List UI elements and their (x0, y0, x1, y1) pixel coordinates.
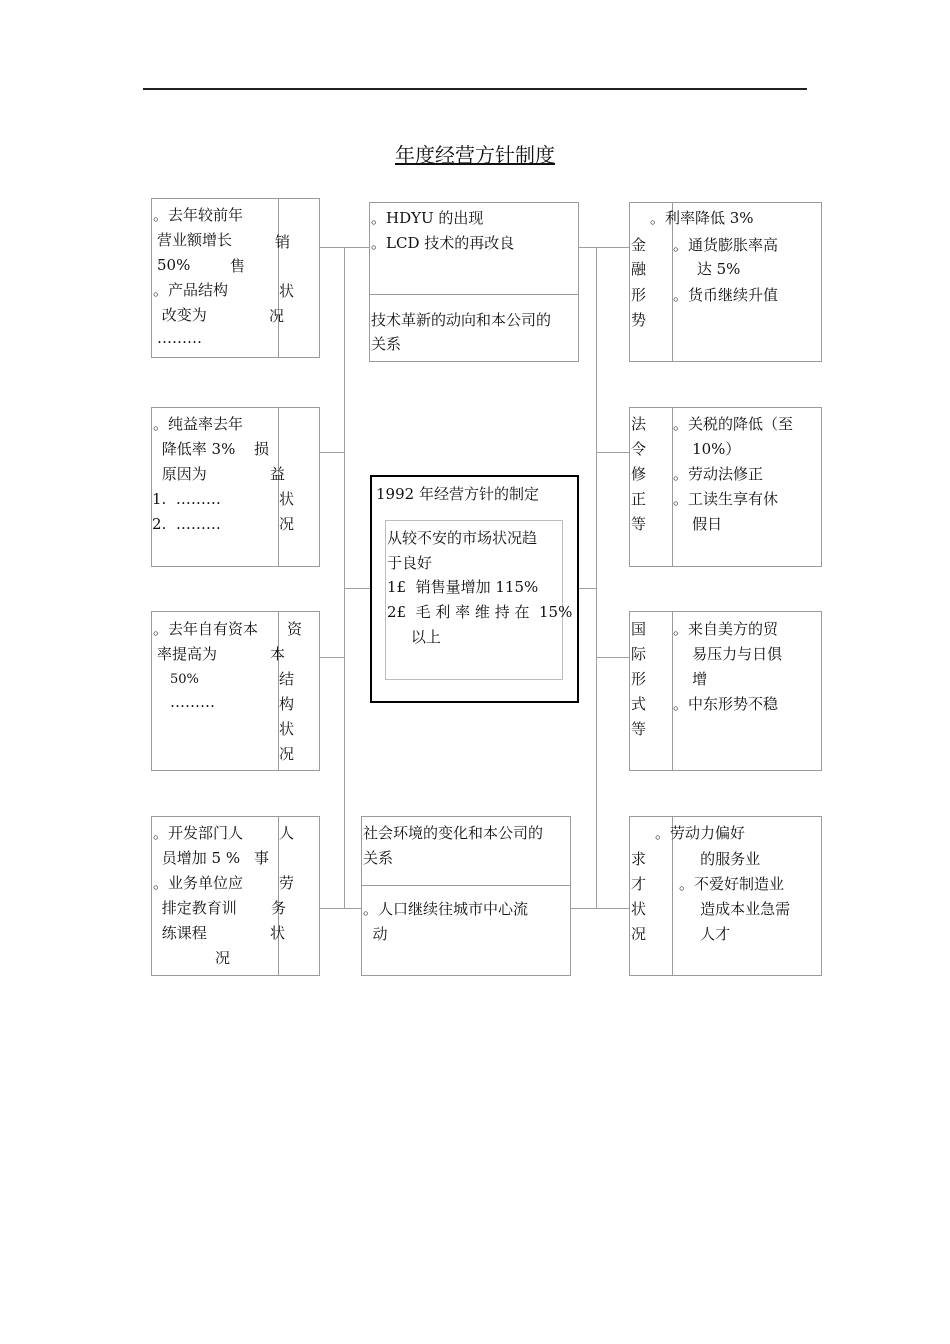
right-box-international-label: 等 (631, 720, 647, 738)
left-box-profit-line: 降低率 3% (157, 440, 236, 458)
left-box-personnel-label: 人 (279, 824, 295, 842)
right-box-law-line: 。关税的降低（至 (673, 415, 794, 433)
top-middle-item: 。LCD 技术的再改良 (371, 234, 515, 252)
page-title: 年度经营方针制度 (395, 143, 555, 167)
right-box-recruitment-line: 。劳动力偏好 (655, 824, 746, 842)
left-box-capital-label: 资 (287, 620, 303, 638)
left-box-profit-line: 1. ……… (152, 490, 221, 508)
left-box-sales-line: ……… (157, 329, 202, 347)
right-box-law-line: 。工读生享有休 (673, 490, 779, 508)
connector-right-trunk (596, 247, 597, 909)
right-box-recruitment-label: 状 (631, 900, 647, 918)
left-box-sales-label: 售 (230, 257, 246, 275)
left-box-personnel-label: 况 (215, 949, 231, 967)
bottom-middle-caption: 社会环境的变化和本公司的 (363, 824, 544, 842)
left-box-personnel-label: 状 (270, 924, 286, 942)
connector-right-4 (570, 908, 630, 909)
right-box-recruitment-line: 人才 (681, 925, 731, 943)
left-box-personnel-label: 务 (271, 899, 287, 917)
connector-right-1 (579, 247, 630, 248)
right-box-recruitment-label: 求 (631, 850, 647, 868)
right-box-finance-line: 。货币继续升值 (673, 286, 779, 304)
right-box-international-label: 形 (631, 670, 647, 688)
right-box-law-line: 10%） (673, 440, 741, 458)
left-box-sales-line: 。去年较前年 (153, 206, 244, 224)
center-line: 于良好 (387, 554, 433, 572)
left-box-personnel-line: 员增加 5 % (157, 849, 241, 867)
bottom-middle-caption: 关系 (363, 849, 394, 867)
left-box-sales-line: 50% (157, 256, 191, 274)
left-box-profit-label: 况 (279, 515, 295, 533)
connector-left-1 (319, 247, 370, 248)
right-box-finance-label: 形 (631, 286, 647, 304)
left-box-sales-label: 状 (279, 282, 295, 300)
center-line: 从较不安的市场状况趋 (387, 529, 538, 547)
right-box-law-label: 等 (631, 515, 647, 533)
connector-right-center (578, 588, 597, 589)
right-box-international-label: 式 (631, 695, 647, 713)
left-box-sales-line: 。产品结构 (153, 281, 229, 299)
right-box-international-label: 际 (631, 645, 647, 663)
left-box-capital-label: 本 (270, 645, 286, 663)
connector-left-4 (319, 908, 362, 909)
caption-divider (362, 885, 570, 886)
connector-left-trunk (344, 247, 345, 909)
connector-right-2 (596, 452, 630, 453)
left-box-capital-label: 构 (279, 695, 295, 713)
right-box-international-label: 国 (631, 620, 647, 638)
right-box-finance-line: 。利率降低 3% (650, 209, 754, 227)
right-box-finance-label: 势 (631, 311, 647, 329)
label-divider (278, 199, 279, 357)
bottom-middle-item: 动 (363, 925, 388, 943)
right-box-law-label: 修 (631, 465, 647, 483)
right-box-finance-line: 达 5% (673, 260, 741, 278)
top-middle-item: 。HDYU 的出现 (371, 209, 484, 227)
right-box-recruitment-line: 造成本业急需 (681, 900, 791, 918)
right-box-finance-line: 。通货膨胀率高 (673, 236, 779, 254)
connector-right-3 (596, 657, 630, 658)
right-box-recruitment-label: 才 (631, 875, 647, 893)
left-box-profit-line: 原因为 (157, 465, 207, 483)
connector-left-2 (319, 452, 345, 453)
right-box-international-line: 易压力与日俱 (673, 645, 783, 663)
left-box-personnel-line: 练课程 (157, 924, 207, 942)
center-line: 1£ 销售量增加 115% (387, 578, 539, 596)
left-box-profit-label: 损 (254, 440, 270, 458)
left-box-sales-line: 改变为 (157, 306, 207, 324)
left-box-capital-line: 率提高为 (157, 645, 218, 663)
left-box-sales-line: 营业额增长 (157, 231, 233, 249)
left-box-profit-line: 2. ……… (152, 515, 221, 533)
right-box-international-line: 。来自美方的贸 (673, 620, 779, 638)
top-middle-caption: 关系 (371, 335, 402, 353)
right-box-international-line: 。中东形势不稳 (673, 695, 779, 713)
left-box-profit-label: 益 (270, 465, 286, 483)
right-box-law-label: 法 (631, 415, 647, 433)
right-box-law-line: 假日 (673, 515, 723, 533)
header-rule (143, 88, 807, 90)
left-box-capital-line: 。去年自有资本 (153, 620, 259, 638)
connector-left-3 (319, 657, 345, 658)
left-box-personnel-label: 事 (254, 849, 270, 867)
left-box-personnel-line: 排定教育训 (157, 899, 237, 917)
right-box-finance-label: 融 (631, 260, 647, 278)
left-box-capital-label: 结 (279, 670, 295, 688)
left-box-profit-line: 。纯益率去年 (153, 415, 244, 433)
right-box-recruitment-label: 况 (631, 925, 647, 943)
left-box-capital-label: 况 (279, 745, 295, 763)
center-line: 2£ 毛 利 率 维 持 在 15% (387, 603, 573, 621)
left-box-capital-line: 50% (170, 672, 199, 687)
left-box-capital-line: ……… (170, 693, 215, 711)
right-box-law-label: 正 (631, 490, 647, 508)
center-line: 以上 (387, 628, 441, 646)
caption-divider (370, 294, 578, 295)
left-box-personnel-line: 。开发部门人 (153, 824, 244, 842)
right-box-international-line: 增 (673, 670, 708, 688)
top-middle-caption: 技术革新的动向和本公司的 (371, 311, 552, 329)
left-box-sales-label: 况 (269, 307, 285, 325)
bottom-middle-item: 。人口继续往城市中心流 (363, 900, 529, 918)
left-box-personnel-label: 劳 (279, 874, 295, 892)
left-box-capital-label: 状 (279, 720, 295, 738)
right-box-finance-label: 金 (631, 236, 647, 254)
connector-left-center (344, 588, 371, 589)
center-heading: 1992 年经营方针的制定 (376, 485, 539, 503)
right-box-law-line: 。劳动法修正 (673, 465, 764, 483)
right-box-recruitment-line: 的服务业 (681, 850, 761, 868)
right-box-law-label: 令 (631, 440, 647, 458)
right-box-recruitment-line: 。不爱好制造业 (679, 875, 785, 893)
left-box-sales-label: 销 (275, 233, 291, 251)
left-box-personnel-line: 。业务单位应 (153, 874, 244, 892)
left-box-profit-label: 状 (279, 490, 295, 508)
